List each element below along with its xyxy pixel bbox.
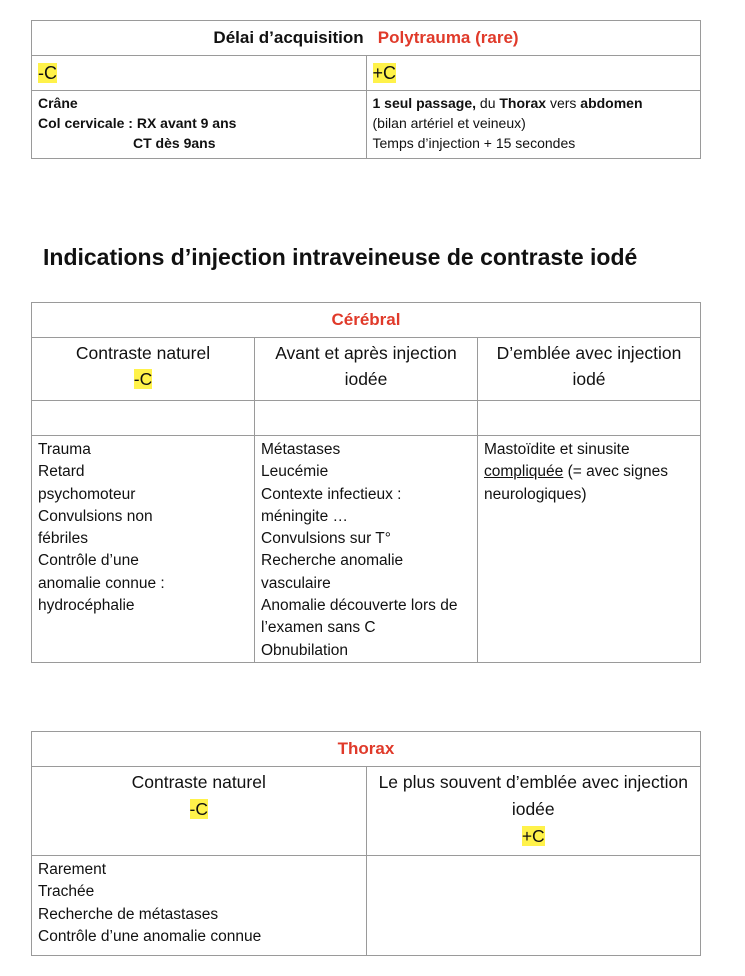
with-contrast-header: +C [366,56,701,91]
thorax-natural-list: Rarement Trachée Recherche de métastases Contrôle d’une anomalie connue [32,856,367,956]
thorax-immediate-list [366,856,701,956]
cerebral-immediate-list: Mastoïdite et sinusite compliquée (= avec signes neurologiques) [478,436,701,663]
cerebral-natural-list: Trauma Retard psychomoteur Convulsions non fébriles Contrôle d’une anomalie connue : hydrocéphalie [32,436,255,663]
polytrauma-label: Polytrauma (rare) [377,28,519,47]
thorax-natural-contrast-header: Contraste naturel -C [32,767,367,856]
cerebral-immediate-header: D’emblée avec injection iodé [478,338,701,401]
acquisition-title-cell [32,21,701,56]
cerebral-before-after-header: Avant et après injection iodée [255,338,478,401]
without-contrast-header: -C [32,56,367,91]
acquisition-left-body: Crâne Col cervicale : RX avant 9 ans CT dès 9ans [32,91,367,159]
thorax-title: Thorax [32,732,701,767]
section-heading: Indications d’injection intraveineuse de contraste iodé [43,244,638,270]
acquisition-title: Délai d’acquisition [213,28,364,47]
cerebral-table [31,302,701,663]
cerebral-natural-contrast-header: Contraste naturel -C [32,338,255,401]
acquisition-right-body: 1 seul passage, du Thorax vers abdomen (bilan artériel et veineux) Temps d’injection + 15 secondes [366,91,701,159]
cerebral-title: Cérébral [32,303,701,338]
empty-cell [478,401,701,436]
thorax-table [31,731,701,956]
thorax-immediate-header: Le plus souvent d’emblée avec injection iodée +C [366,767,701,856]
cerebral-before-after-list: Métastases Leucémie Contexte infectieux : méningite … Convulsions sur T° Recherche anomalie vasculaire Anomalie découverte lors de l’examen sans C Obnubilation [255,436,478,663]
empty-cell [32,401,255,436]
acquisition-table [31,20,701,159]
empty-cell [255,401,478,436]
